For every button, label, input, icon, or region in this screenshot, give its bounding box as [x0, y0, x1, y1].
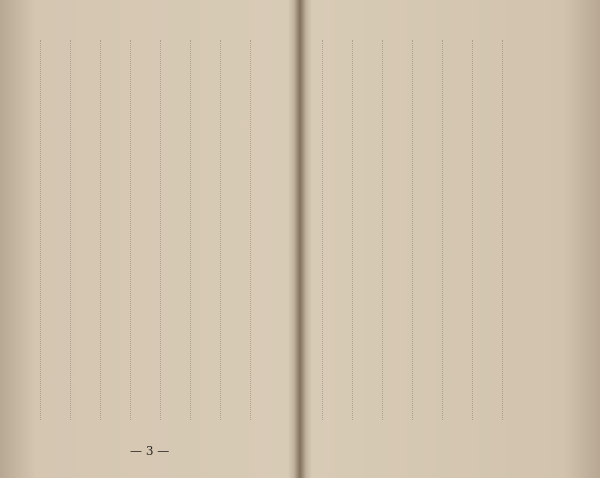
- right-page: [302, 0, 600, 478]
- text-column: [352, 40, 367, 420]
- text-column: [220, 40, 235, 420]
- text-column: [130, 40, 145, 420]
- text-column: [100, 40, 115, 420]
- text-column: [442, 40, 457, 420]
- text-column: [322, 40, 337, 420]
- text-column: [502, 40, 517, 420]
- text-column: [70, 40, 85, 420]
- text-column: [190, 40, 205, 420]
- text-column: [382, 40, 397, 420]
- text-column: [250, 40, 265, 420]
- page-number: — 3 —: [130, 444, 170, 458]
- text-column: [472, 40, 487, 420]
- text-column: [160, 40, 175, 420]
- text-column: [40, 40, 55, 420]
- text-column: [412, 40, 427, 420]
- left-page: [0, 0, 298, 478]
